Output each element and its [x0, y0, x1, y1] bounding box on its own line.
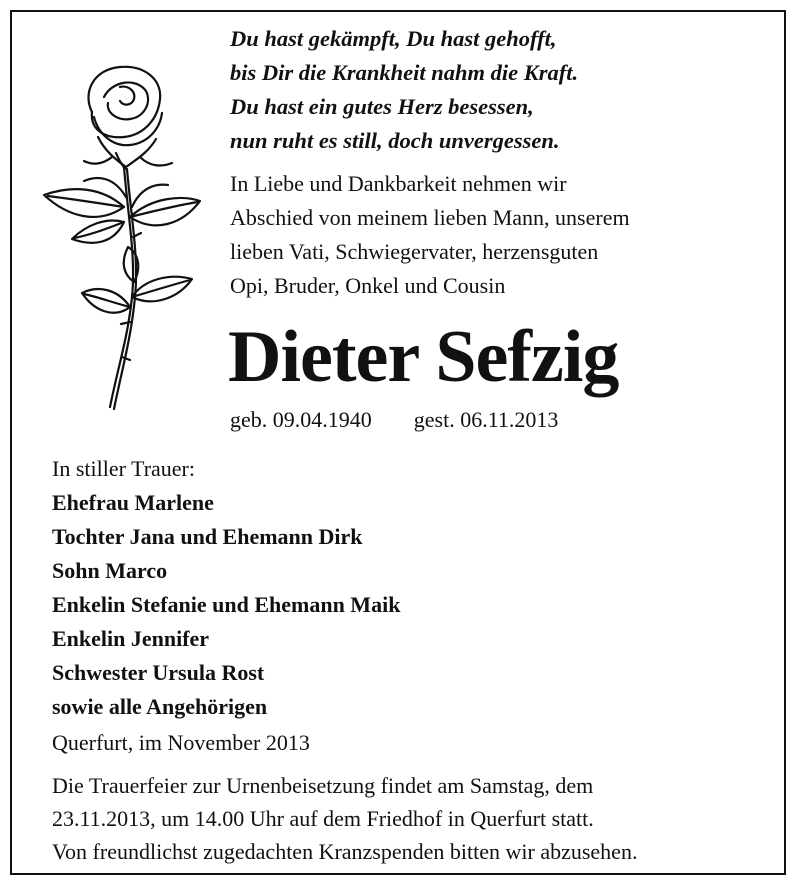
mourner-item: Enkelin Stefanie und Ehemann Maik	[52, 592, 401, 617]
poem-line: Du hast gekämpft, Du hast gehofft,	[230, 26, 557, 51]
farewell-intro	[230, 167, 790, 303]
obituary-card	[10, 10, 786, 875]
death-date: gest. 06.11.2013	[413, 407, 559, 432]
mourners-list	[52, 486, 400, 724]
poem-line: bis Dir die Krankheit nahm die Kraft.	[230, 60, 579, 85]
intro-line: lieben Vati, Schwiegervater, herzensguten	[230, 239, 599, 264]
mourner-item: Tochter Jana und Ehemann Dirk	[52, 524, 363, 549]
notice-line: Von freundlichst zugedachten Kranzspenden bitten wir abzusehen.	[52, 839, 638, 864]
poem-line: nun ruht es still, doch unvergessen.	[230, 128, 560, 153]
deceased-name: Dieter Sefzig	[228, 316, 619, 398]
mourner-item: sowie alle Angehörigen	[52, 694, 268, 719]
intro-line: Opi, Bruder, Onkel und Cousin	[230, 273, 506, 298]
funeral-notice	[52, 769, 772, 868]
mourner-item: Enkelin Jennifer	[52, 626, 210, 651]
rose-icon	[32, 57, 212, 427]
mourner-item: Ehefrau Marlene	[52, 490, 214, 515]
notice-line: Die Trauerfeier zur Urnenbeisetzung findet am Samstag, dem	[52, 773, 594, 798]
intro-line: In Liebe und Dankbarkeit nehmen wir	[230, 171, 567, 196]
mourning-intro: In stiller Trauer:	[52, 456, 195, 481]
poem-line: Du hast ein gutes Herz besessen,	[230, 94, 534, 119]
birth-date: geb. 09.04.1940	[230, 407, 372, 432]
memorial-poem	[230, 22, 750, 158]
mourner-item: Sohn Marco	[52, 558, 168, 583]
intro-line: Abschied von meinem lieben Mann, unserem	[230, 205, 630, 230]
notice-line: 23.11.2013, um 14.00 Uhr auf dem Friedhof in Querfurt statt.	[52, 806, 594, 831]
place-date: Querfurt, im November 2013	[52, 730, 310, 755]
mourner-item: Schwester Ursula Rost	[52, 660, 265, 685]
life-dates	[230, 405, 558, 435]
